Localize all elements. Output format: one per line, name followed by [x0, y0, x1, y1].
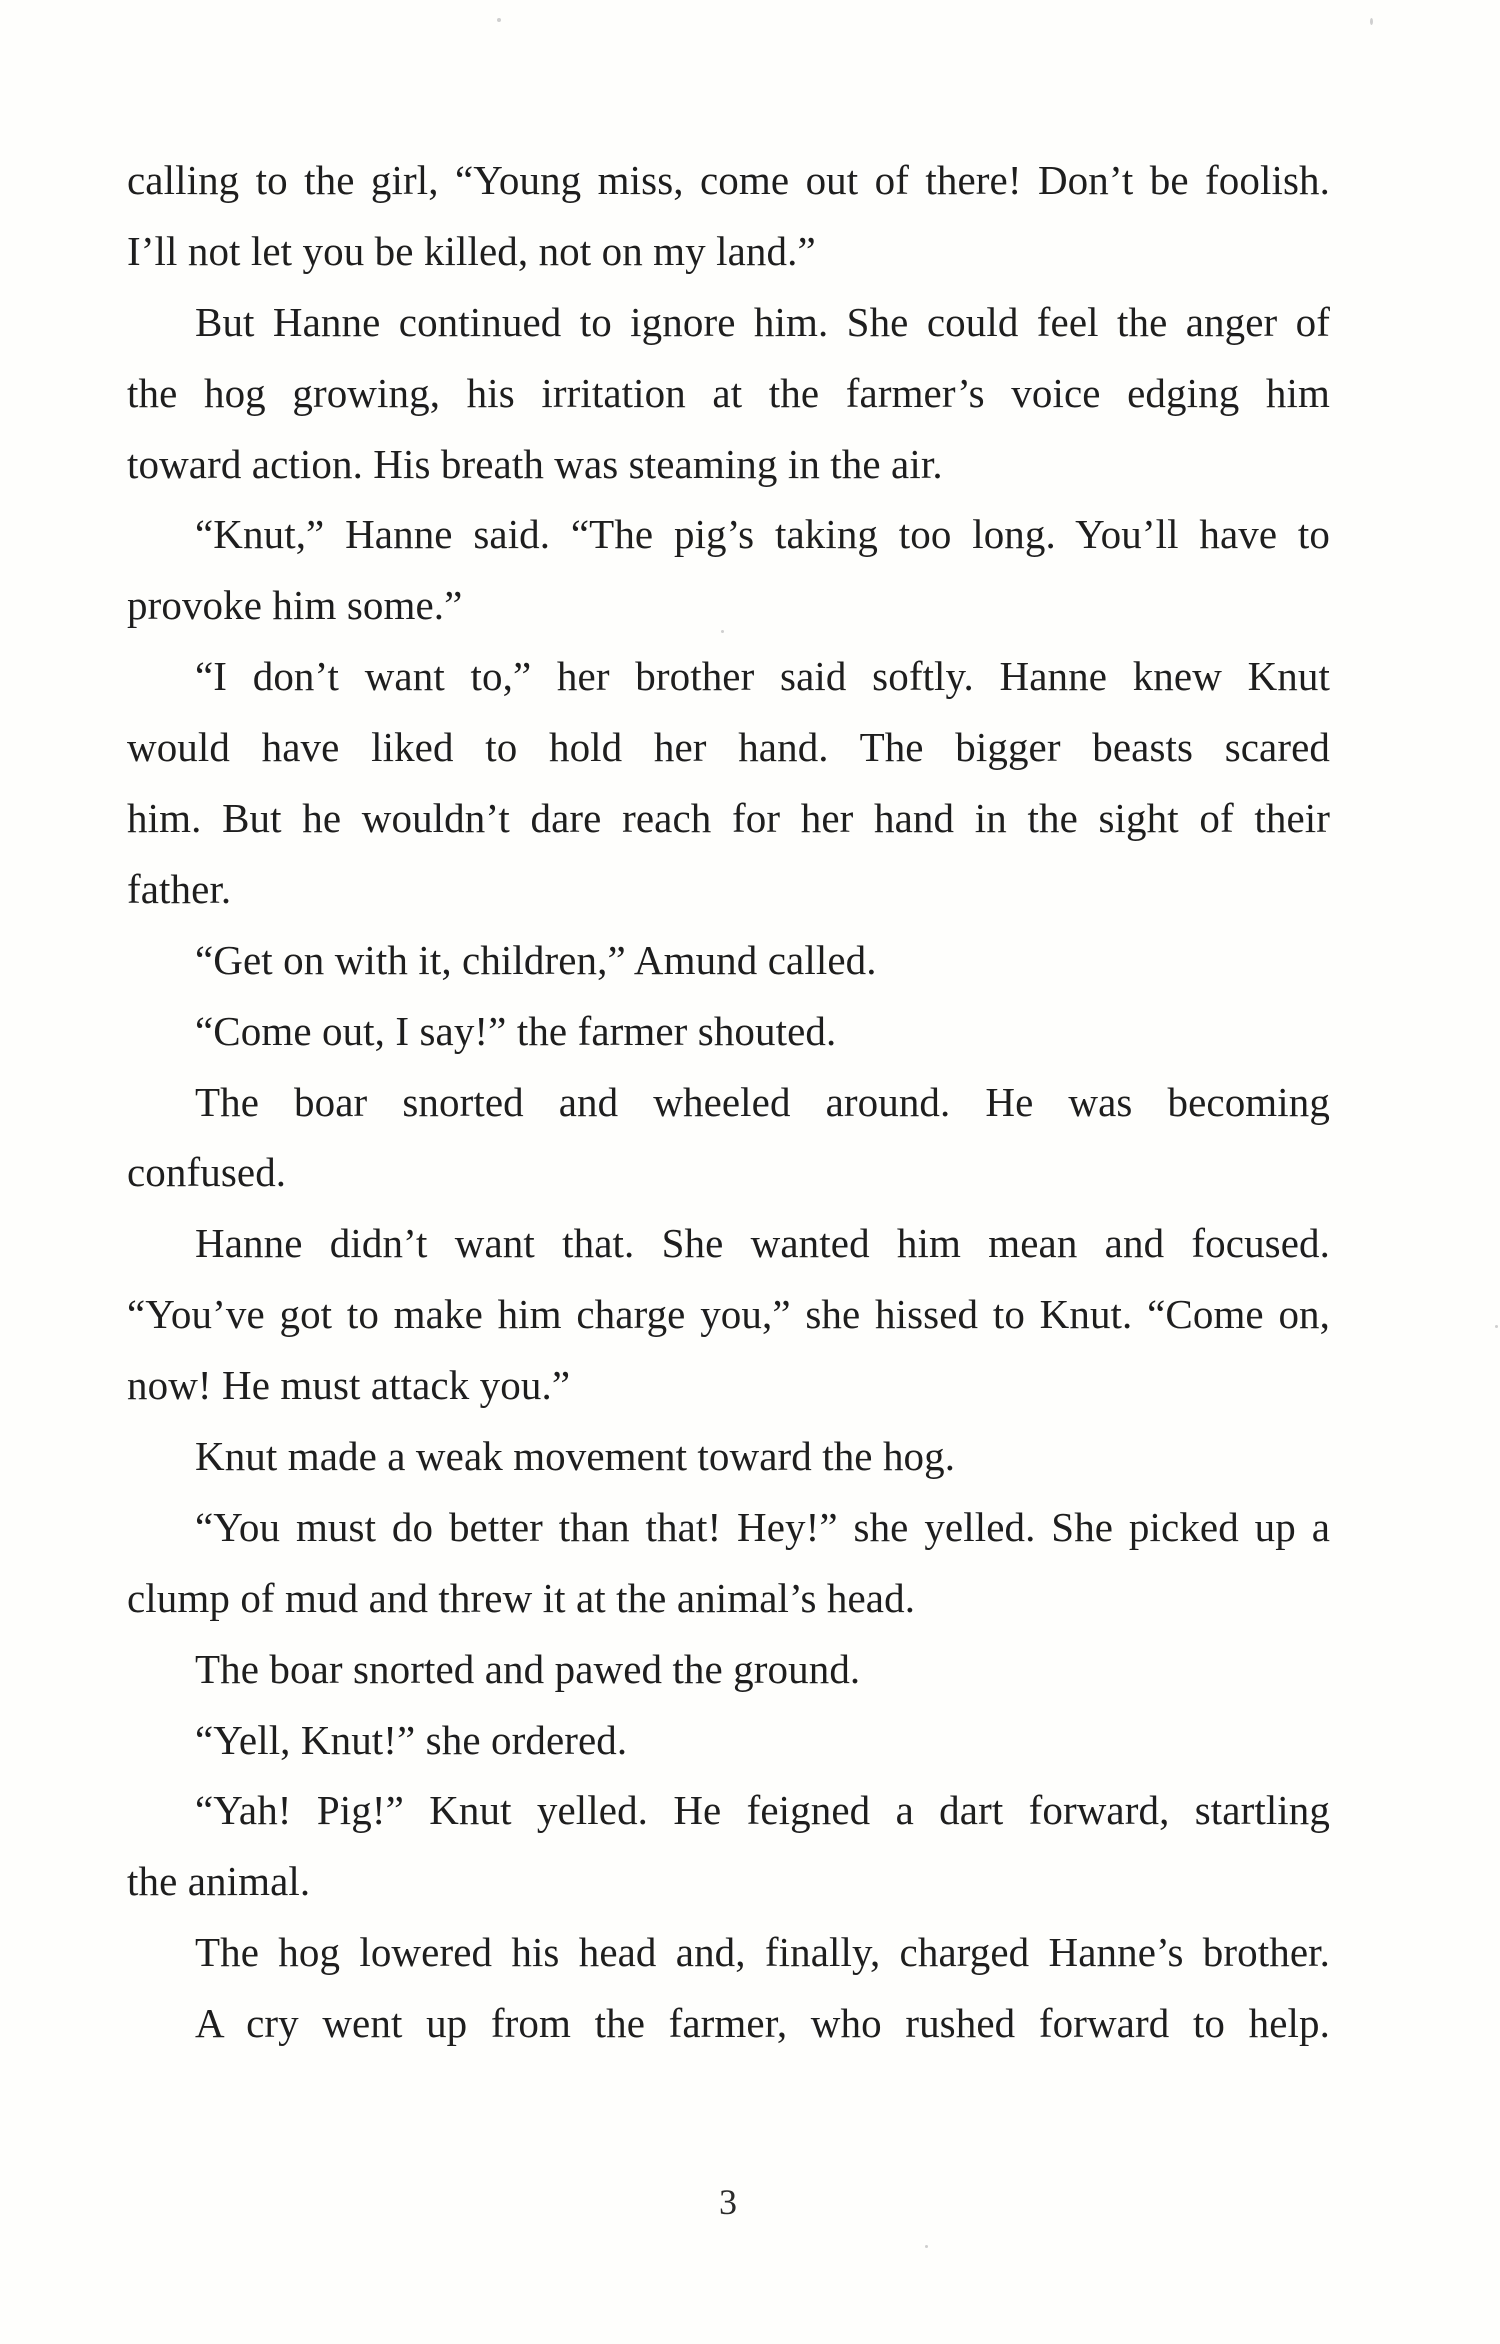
text-line: provoke him some.”: [127, 582, 463, 629]
text-line: him. But he wouldn’t dare reach for her hand in the sight of their: [127, 795, 1330, 842]
text-line: “Come out, I say!” the farmer shouted.: [195, 1007, 837, 1054]
text-line: confused.: [127, 1149, 287, 1196]
text-line: “You’ve got to make him charge you,” she hissed to Knut. “Come on,: [127, 1291, 1330, 1338]
text-line: toward action. His breath was steaming in the air.: [127, 440, 943, 487]
scan-speck: [497, 18, 501, 22]
text-line: now! He must attack you.”: [127, 1362, 571, 1409]
text-line: the animal.: [127, 1858, 311, 1905]
text-line: Knut made a weak movement toward the hog.: [195, 1433, 956, 1480]
text-line: would have liked to hold her hand. The bigger beasts scared: [127, 724, 1330, 771]
text-line: “Knut,” Hanne said. “The pig’s taking too long. You’ll have to: [195, 511, 1330, 558]
text-line: A cry went up from the farmer, who rushed forward to help.: [195, 2000, 1330, 2047]
text-line: “I don’t want to,” her brother said softly. Hanne knew Knut: [195, 653, 1330, 700]
page-number: 3: [719, 2182, 737, 2222]
text-line: “Get on with it, children,” Amund called.: [195, 936, 877, 983]
text-line: father.: [127, 865, 232, 912]
text-line: calling to the girl, “Young miss, come out of there! Don’t be foolish.: [127, 157, 1330, 203]
page-body: [127, 145, 1330, 2059]
text-line: The boar snorted and wheeled around. He was becoming: [195, 1078, 1330, 1125]
text-line: “Yah! Pig!” Knut yelled. He feigned a dart forward, startling: [195, 1787, 1330, 1834]
text-line: But Hanne continued to ignore him. She could feel the anger of: [195, 298, 1330, 345]
text-line: clump of mud and threw it at the animal’s head.: [127, 1574, 916, 1621]
text-line: “Yell, Knut!” she ordered.: [195, 1716, 628, 1763]
text-line: The hog lowered his head and, finally, charged Hanne’s brother.: [195, 1929, 1330, 1976]
scan-speck: [721, 630, 724, 633]
text-line: “You must do better than that! Hey!” she yelled. She picked up a: [195, 1503, 1330, 1550]
text-line: I’ll not let you be killed, not on my land.”: [127, 227, 816, 274]
scan-speck: [1495, 1325, 1498, 1328]
scan-speck: [925, 2245, 928, 2248]
text-line: the hog growing, his irritation at the farmer’s voice edging him: [127, 369, 1330, 416]
text-line: The boar snorted and pawed the ground.: [195, 1645, 861, 1692]
scan-speck: [1370, 18, 1373, 25]
text-line: Hanne didn’t want that. She wanted him mean and focused.: [195, 1220, 1330, 1267]
